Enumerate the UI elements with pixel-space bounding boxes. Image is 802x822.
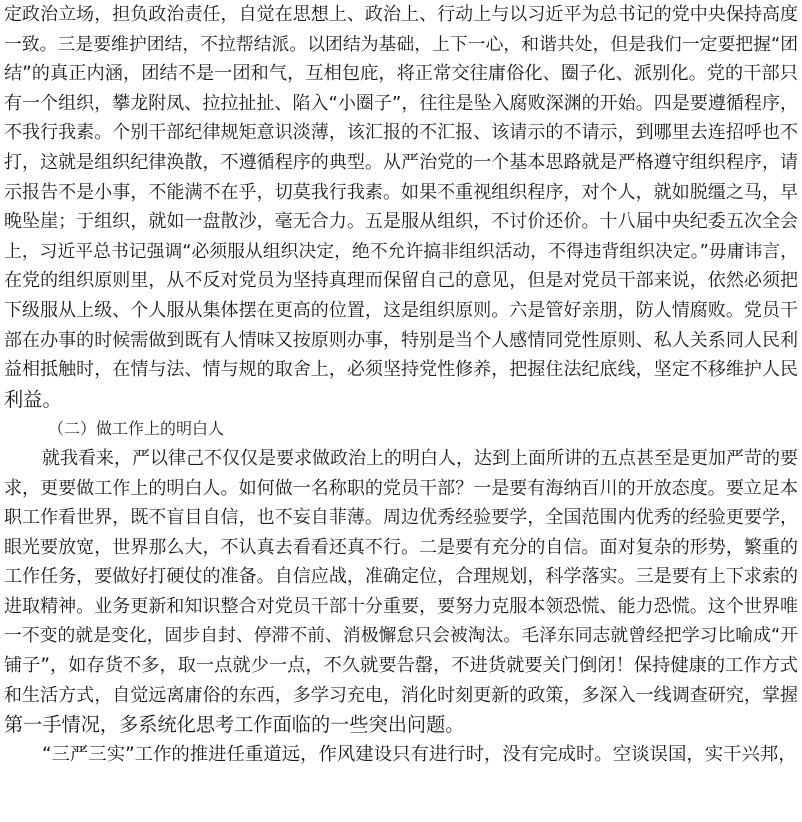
text-line-13: 益相抵触时，在情与法、情与规的取舍上，必须坚持党性修养，把握住法纪底线，坚定不移维护人民 <box>4 359 798 381</box>
text-line-26: “三严三实”工作的推进任重道远，作风建设只有进行时，没有完成时。空谈误国，实干兴邦， <box>42 743 797 765</box>
text-line-23: 铺子”，如存货不多，取一点就少一点，不久就要告罄，不进货就要关门倒闭！保持健康的工作方式 <box>4 655 798 677</box>
text-line-16: 就我看来，严以律己不仅仅是要求做政治上的明白人，达到上面所讲的五点甚至是更加严苛的要 <box>42 447 798 469</box>
text-line-5: 不我行我素。个别干部纪律规矩意识淡薄，该汇报的不汇报、该请示的不请示，到哪里去连招呼也不 <box>4 122 798 144</box>
text-line-7: 示报告不是小事，不能满不在乎，切莫我行我素。如果不重视组织程序，对个人，就如脱缰之马，早 <box>4 181 798 203</box>
section-heading: （二）做工作上的明白人 <box>48 419 225 439</box>
text-line-22: 一不变的就是变化，固步自封、停滞不前、消极懈怠只会被淘汰。毛泽东同志就曾经把学习比喻成“开 <box>4 625 798 647</box>
text-line-14: 利益。 <box>4 387 62 411</box>
text-line-3: 结”的真正内涵，团结不是一团和气，互相包庇，将正常交往庸俗化、圈子化、派别化。党的干部只 <box>4 63 798 85</box>
text-line-2: 一致。三是要维护团结，不拉帮结派。以团结为基础，上下一心，和谐共处，但是我们一定要把握“团 <box>4 33 798 55</box>
text-line-19: 眼光要放宽，世界那么大，不认真去看看还真不行。二是要有充分的自信。面对复杂的形势，繁重的 <box>4 536 798 558</box>
text-line-11: 下级服从上级、个人服从集体摆在更高的位置，这是组织原则。六是管好亲朋，防人情腐败。党员干 <box>4 299 798 321</box>
text-line-6: 打，这就是组织纪律涣散，不遵循程序的典型。从严治党的一个基本思路就是严格遵守组织程序，请 <box>4 151 798 173</box>
text-line-24: 和生活方式，自觉远离庸俗的东西，多学习充电，消化时刻更新的政策，多深入一线调查研究，掌握 <box>4 684 798 706</box>
text-line-12: 部在办事的时候需做到既有人情味又按原则办事，特别是当个人感情同党性原则、私人关系同人民利 <box>4 329 798 351</box>
text-line-10: 在党的组织原则里，从不反对党员为坚持真理而保留自己的意见，但是对党员干部来说，依然必须把 <box>4 270 798 292</box>
text-line-4: 有一个组织，攀龙附凤、拉拉扯扯、陷入“小圈子”，往往是坠入腐败深渊的开始。四是要遵循程序， <box>4 92 798 114</box>
text-line-9: 上，习近平总书记强调“必须服从组织决定，绝不允许搞非组织活动，不得违背组织决定。”毋庸讳言， <box>4 240 798 262</box>
text-line-20: 工作任务，要做好打硬仗的准备。自信应战，准确定位，合理规划，科学落实。三是要有上下求索的 <box>4 566 798 588</box>
text-line-25: 第一手情况，多系统化思考工作面临的一些突出问题。 <box>4 713 465 737</box>
text-line-21: 进取精神。业务更新和知识整合对党员干部十分重要，要努力克服本领恐慌、能力恐慌。这个世界唯 <box>4 595 798 617</box>
text-line-18: 职工作看世界，既不盲目自信，也不妄自菲薄。周边优秀经验要学，全国范围内优秀的经验更要学， <box>4 507 798 529</box>
text-line-8: 晚坠崖；于组织，就如一盘散沙，毫无合力。五是服从组织，不讨价还价。十八届中央纪委五次全会 <box>4 211 798 233</box>
text-line-1: 定政治立场，担负政治责任，自觉在思想上、政治上、行动上与以习近平为总书记的党中央保持高度 <box>4 4 798 25</box>
text-line-17: 求，更要做工作上的明白人。如何做一名称职的党员干部？一是要有海纳百川的开放态度。要立足本 <box>4 477 798 499</box>
